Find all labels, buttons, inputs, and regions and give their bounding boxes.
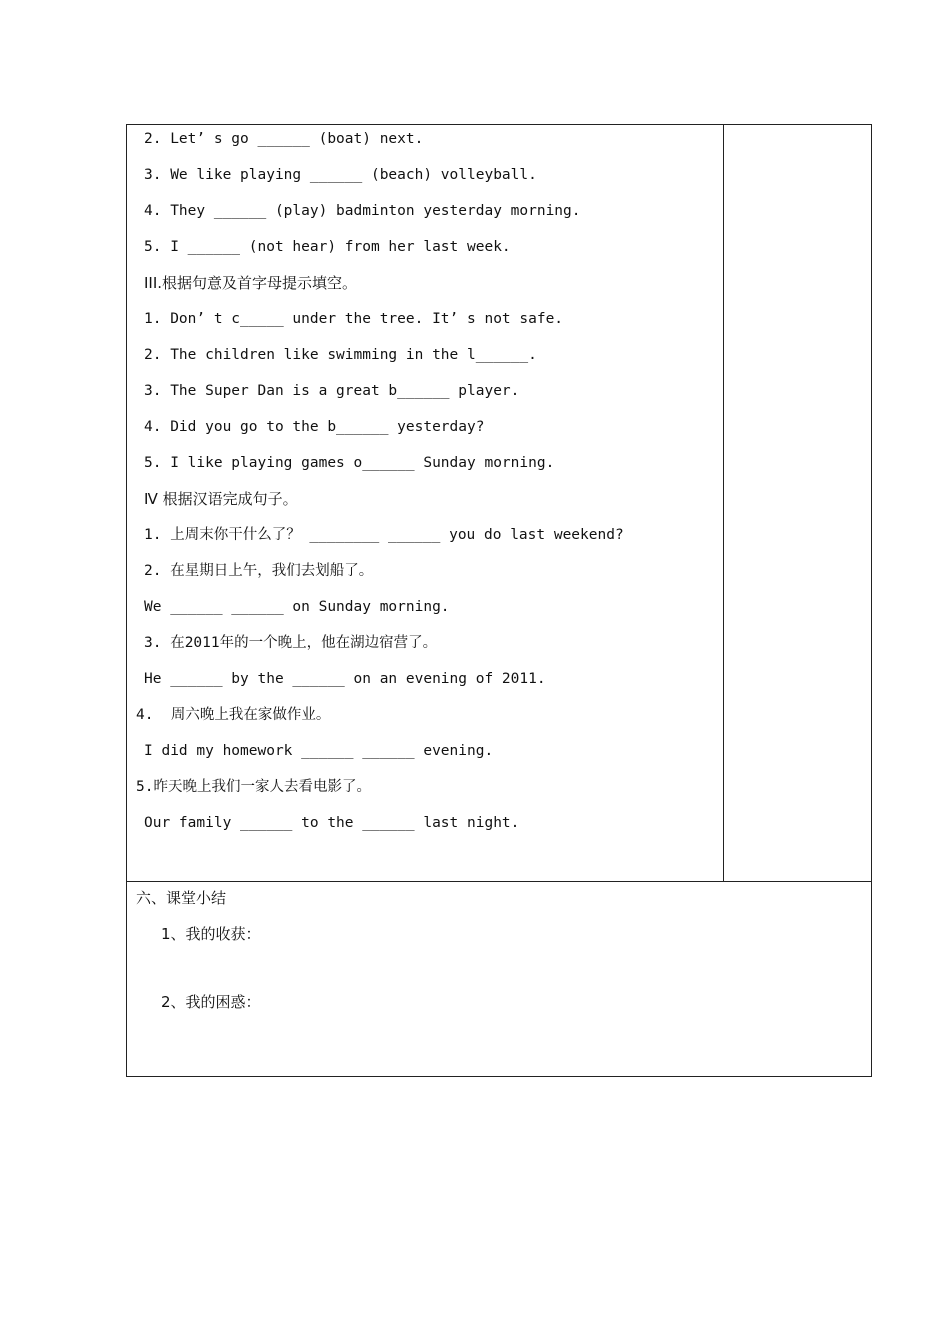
exercise-line: Our family ______ to the ______ last night. bbox=[144, 815, 520, 831]
exercise-line: 2. Let’ s go ______ (boat) next. bbox=[144, 131, 424, 147]
exercise-line: 4. Did you go to the b______ yesterday? bbox=[144, 419, 485, 435]
summary-gain: 1、我的收获： bbox=[161, 925, 261, 943]
exercise-line: He ______ by the ______ on an evening of 2011. bbox=[144, 671, 546, 687]
exercise-line: 2. 在星期日上午，我们去划船了。 bbox=[144, 563, 374, 579]
exercise-line: 5. I like playing games o______ Sunday morning. bbox=[144, 455, 555, 471]
summary-confusion: 2、我的困惑： bbox=[161, 993, 261, 1011]
section-heading-iii: III.根据句意及首字母提示填空。 bbox=[144, 274, 358, 292]
exercise-line: I did my homework ______ ______ evening. bbox=[144, 743, 494, 759]
exercise-line: 2. The children like swimming in the l______. bbox=[144, 347, 537, 363]
exercise-row bbox=[127, 125, 871, 882]
summary-row bbox=[127, 882, 871, 1076]
exercise-line: 4. 周六晚上我在家做作业。 bbox=[136, 707, 331, 723]
summary-title: 六、课堂小结 bbox=[136, 889, 227, 907]
section-heading-iv: Ⅳ 根据汉语完成句子。 bbox=[144, 490, 298, 508]
exercise-line: 3. The Super Dan is a great b______ player. bbox=[144, 383, 520, 399]
exercise-line: 3. 在2011年的一个晚上，他在湖边宿营了。 bbox=[144, 635, 438, 651]
exercise-line: 5.昨天晚上我们一家人去看电影了。 bbox=[136, 779, 371, 795]
exercise-line: 1. 上周末你干什么了？ ________ ______ you do last weekend? bbox=[144, 527, 624, 543]
exercise-line: 3. We like playing ______ (beach) volleyball. bbox=[144, 167, 537, 183]
worksheet-table bbox=[126, 124, 872, 1077]
column-divider bbox=[723, 125, 724, 881]
exercise-line: 4. They ______ (play) badminton yesterday morning. bbox=[144, 203, 581, 219]
exercise-line: 5. I ______ (not hear) from her last week. bbox=[144, 239, 511, 255]
exercise-line: 1. Don’ t c_____ under the tree. It’ s not safe. bbox=[144, 311, 564, 327]
exercise-line: We ______ ______ on Sunday morning. bbox=[144, 599, 450, 615]
